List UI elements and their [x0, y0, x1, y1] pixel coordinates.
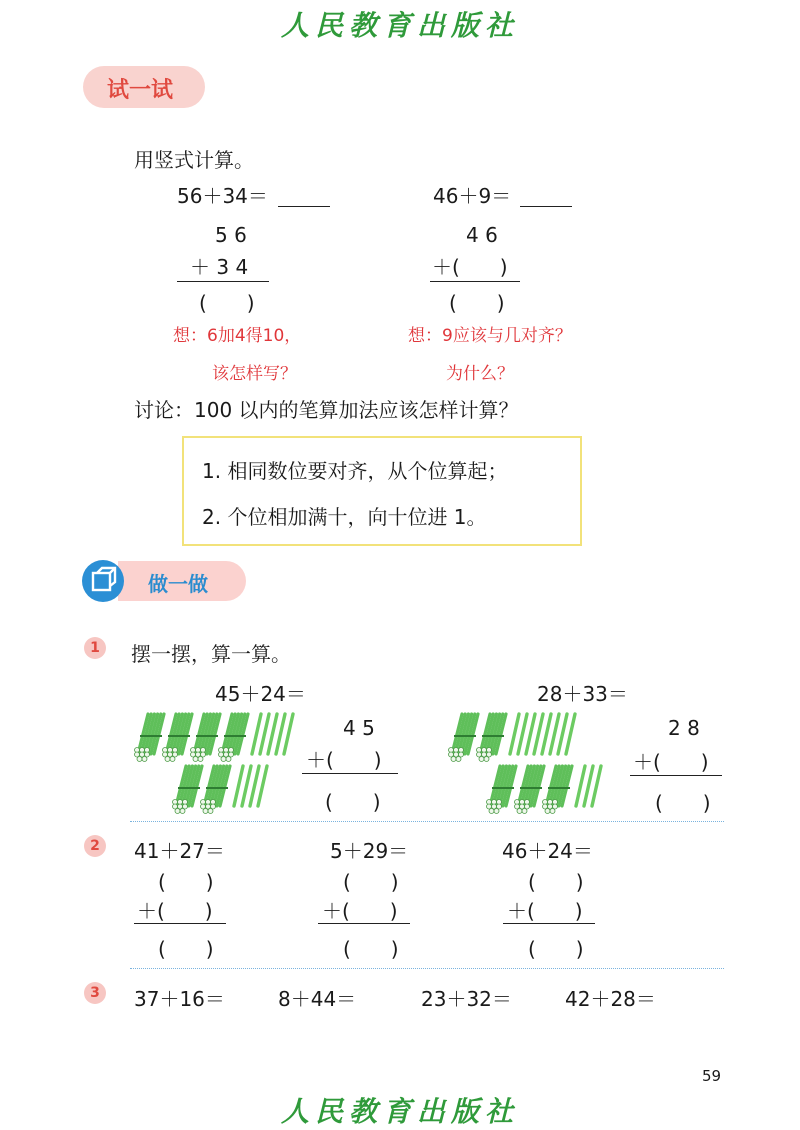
stick-bundle: [173, 766, 203, 814]
ex2-p2-result[interactable]: ( ): [343, 937, 399, 961]
ex2-p3-result[interactable]: ( ): [528, 937, 584, 961]
ex2-p1-second[interactable]: ＋( ): [137, 899, 213, 923]
ex1-left-expression: 45＋24＝: [215, 682, 306, 706]
ex1-left-result[interactable]: ( ): [325, 790, 381, 814]
problem-a-top: 5 6: [215, 223, 247, 247]
ex2-p1-result[interactable]: ( ): [158, 937, 214, 961]
rule-2: 2. 个位相加满十，向十位进 1。: [202, 505, 487, 529]
ex3-p3: 23＋32＝: [421, 987, 512, 1011]
ex2-p2-top[interactable]: ( ): [343, 870, 399, 894]
ex2-p1-rule: [134, 923, 226, 924]
ex2-p3-top[interactable]: ( ): [528, 870, 584, 894]
ex3-p1: 37＋16＝: [134, 987, 225, 1011]
stick-bundle: [543, 766, 573, 814]
do-section-badge: [118, 561, 246, 601]
stick-bundle: [449, 714, 479, 762]
exercise-1-number: 1: [84, 637, 106, 659]
ex1-right-expression: 28＋33＝: [537, 682, 628, 706]
stick-bundle: [477, 714, 507, 762]
ex2-p3-expression: 46＋24＝: [502, 839, 593, 863]
ex1-right-result[interactable]: ( ): [655, 791, 711, 815]
problem-b-hint-line2: 为什么？: [446, 364, 514, 384]
rules-box: [182, 436, 582, 546]
ex2-p3-rule: [503, 923, 595, 924]
publisher-header: 人民教育出版社: [280, 9, 519, 42]
problem-a-result[interactable]: ( ): [199, 291, 255, 315]
problem-b-rule: [430, 281, 520, 282]
problem-a-hint-line1: 想：6加4得10，: [173, 326, 302, 346]
ex1-left-rule: [302, 773, 398, 774]
ex1-right-top: 2 8: [668, 716, 700, 740]
problem-b-answer-blank[interactable]: [520, 206, 572, 207]
stick-bundle: [201, 766, 231, 814]
rule-1: 1. 相同数位要对齐，从个位算起；: [202, 459, 508, 483]
ex2-p3-second[interactable]: ＋( ): [507, 899, 583, 923]
ex3-p4: 42＋28＝: [565, 987, 656, 1011]
problem-b-expression: 46＋9＝: [433, 184, 512, 208]
exercise-2-number: 2: [84, 835, 106, 857]
stick-bundle: [191, 714, 221, 762]
stick-bundle: [487, 766, 517, 814]
ex1-right-rule: [630, 775, 722, 776]
page-number: 59: [702, 1067, 722, 1085]
ex2-p2-expression: 5＋29＝: [330, 839, 409, 863]
cube-icon: [82, 560, 124, 602]
stick-bundle: [135, 714, 165, 762]
problem-b-result[interactable]: ( ): [449, 291, 505, 315]
problem-a-expression: 56＋34＝: [177, 184, 268, 208]
try-section-title: 试一试: [107, 78, 174, 103]
discussion-prompt: 讨论：100 以内的笔算加法应该怎样计算？: [134, 398, 519, 422]
try-section-badge: [83, 66, 205, 108]
try-instruction: 用竖式计算。: [134, 148, 254, 172]
ex1-left-sticks: [126, 708, 306, 818]
stick-bundle: [163, 714, 193, 762]
ex1-left-second[interactable]: ＋( ): [306, 748, 382, 772]
problem-a-answer-blank[interactable]: [278, 206, 330, 207]
ex1-right-second[interactable]: ＋( ): [633, 750, 709, 774]
ex1-left-top: 4 5: [343, 716, 375, 740]
ex2-p1-expression: 41＋27＝: [134, 839, 225, 863]
problem-b-top: 4 6: [466, 223, 498, 247]
problem-b-hint-line1: 想：9应该与几对齐？: [408, 326, 572, 346]
problem-a-hint-line2: 该怎样写？: [212, 364, 297, 384]
stick-bundle: [219, 714, 249, 762]
problem-a-rule: [177, 281, 269, 282]
exercise-1-instruction: 摆一摆，算一算。: [131, 642, 291, 666]
divider-2: [130, 968, 724, 969]
ex2-p2-rule: [318, 923, 410, 924]
publisher-footer: 人民教育出版社: [280, 1095, 519, 1128]
ex2-p2-second[interactable]: ＋( ): [322, 899, 398, 923]
ex3-p2: 8＋44＝: [278, 987, 357, 1011]
stick-bundle: [515, 766, 545, 814]
ex2-p1-top[interactable]: ( ): [158, 870, 214, 894]
exercise-3-number: 3: [84, 982, 106, 1004]
problem-a-second: ＋ 3 4: [190, 255, 249, 279]
do-section-title: 做一做: [148, 572, 208, 596]
divider-1: [130, 821, 724, 822]
problem-b-second[interactable]: ＋( ): [432, 255, 508, 279]
ex1-right-sticks: [440, 708, 632, 818]
